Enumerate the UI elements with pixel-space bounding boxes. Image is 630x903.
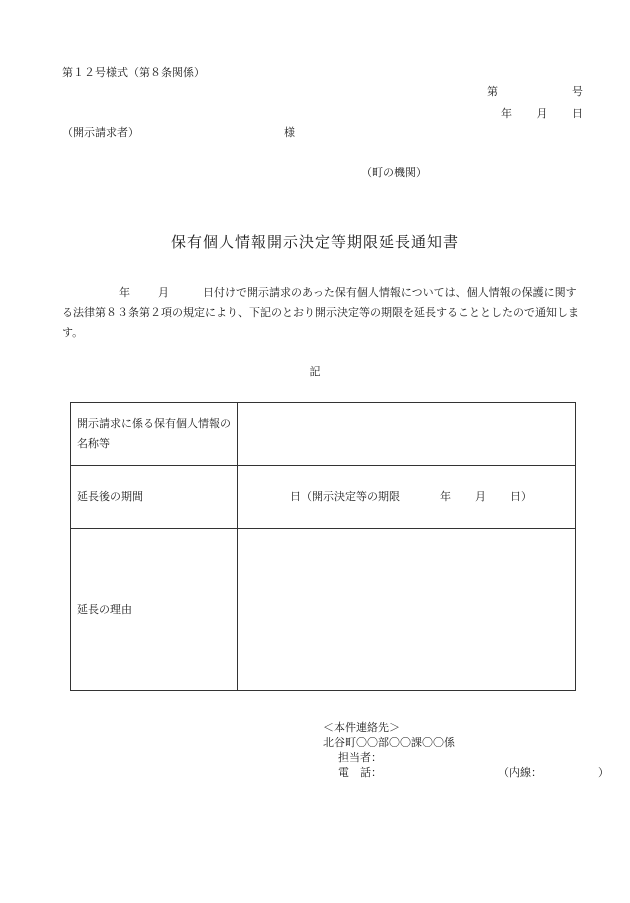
addressee: （開示請求者） <box>62 126 139 139</box>
contact-phone-row <box>323 765 609 780</box>
document-number <box>487 85 583 99</box>
contact-block <box>323 720 609 780</box>
period-day: 日（開示決定等の期限 <box>290 490 400 503</box>
contact-phone: 電 話： <box>338 766 382 779</box>
table-row <box>71 466 576 529</box>
contact-extension: （内線： <box>498 766 542 779</box>
detail-table <box>70 402 576 691</box>
issue-date <box>501 107 583 121</box>
table-row <box>71 403 576 466</box>
period-month: 月 <box>475 490 486 503</box>
date-year: 年 <box>501 107 512 120</box>
body-year: 年 <box>119 286 130 299</box>
body-text: 日付けで開示請求のあった保有個人情報については、個人情報の保護に関する法律第８３条第２項の規定により、下記のとおり開示決定等の期限を延長することとしたので通知します。 <box>62 286 579 339</box>
reason-label: 延長の理由 <box>71 529 238 691</box>
page-title: 保有個人情報開示決定等期限延長通知書 <box>170 233 459 251</box>
table-row <box>71 529 576 691</box>
body-month: 月 <box>158 286 169 299</box>
doc-no-prefix: 第 <box>487 85 498 98</box>
contact-department: 北谷町〇〇部〇〇課〇〇係 <box>323 736 455 749</box>
issuer: （町の機関） <box>361 166 427 179</box>
addressee-honorific: 様 <box>284 126 295 139</box>
extended-period-label: 延長後の期間 <box>71 466 238 529</box>
body-paragraph <box>62 283 583 343</box>
info-name-value[interactable] <box>238 403 576 466</box>
ki-heading: 記 <box>309 365 321 378</box>
contact-extension-close: ） <box>598 766 609 779</box>
form-number: 第１２号様式（第８条関係） <box>62 66 205 79</box>
extended-period-value[interactable] <box>238 466 576 529</box>
doc-no-suffix: 号 <box>572 85 583 98</box>
period-year: 年 <box>440 490 451 503</box>
reason-value[interactable] <box>238 529 576 691</box>
period-day-close: 日） <box>510 490 532 503</box>
contact-person: 担当者： <box>338 751 382 764</box>
date-day: 日 <box>572 107 583 120</box>
date-month: 月 <box>536 107 548 120</box>
info-name-label: 開示請求に係る保有個人情報の名称等 <box>71 403 238 466</box>
contact-heading: ＜本件連絡先＞ <box>323 721 400 734</box>
